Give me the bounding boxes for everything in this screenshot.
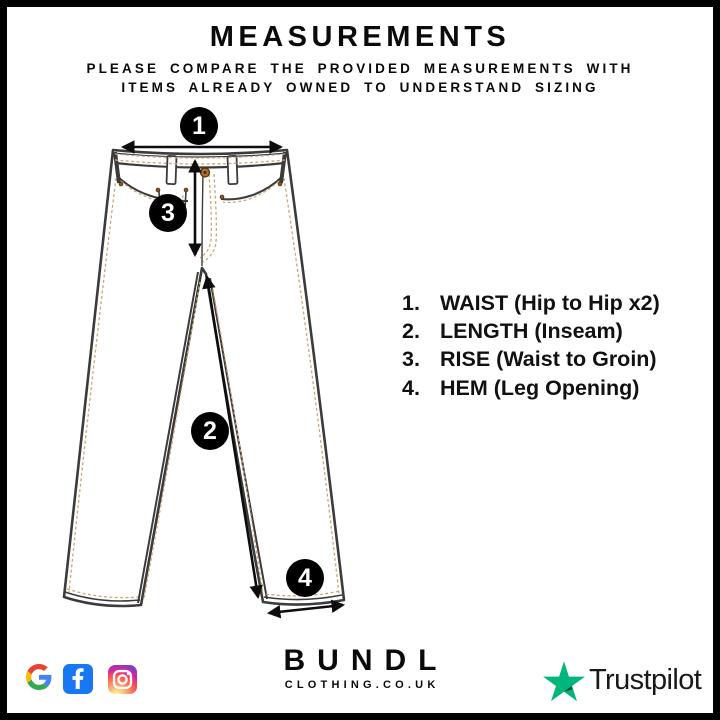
brand-name: BUNDL xyxy=(283,644,449,677)
subtitle-line-2: ITEMS ALREADY OWNED TO UNDERSTAND SIZING xyxy=(121,80,599,95)
legend xyxy=(402,289,660,403)
trustpilot-logo xyxy=(543,659,701,702)
legend-number: 1. xyxy=(402,290,420,315)
jeans-outline xyxy=(64,150,344,606)
page-title: MEASUREMENTS xyxy=(209,21,511,53)
legend-item xyxy=(402,346,660,374)
hem-arrow xyxy=(269,605,343,613)
trustpilot-star-icon xyxy=(543,661,585,702)
measurement-badge-1: 1 xyxy=(180,107,218,145)
legend-label: WAIST (Hip to Hip x2) xyxy=(440,290,660,315)
legend-number: 2. xyxy=(402,319,420,344)
measurement-badge-3: 3 xyxy=(149,194,187,232)
measurement-badge-2: 2 xyxy=(191,412,229,450)
legend-item xyxy=(402,289,660,317)
legend-number: 4. xyxy=(402,375,420,400)
legend-number: 3. xyxy=(402,347,420,372)
measurement-badge-4: 4 xyxy=(286,559,324,597)
legend-label: LENGTH (Inseam) xyxy=(440,319,623,344)
legend-label: RISE (Waist to Groin) xyxy=(440,347,657,372)
subtitle-line-1: PLEASE COMPARE THE PROVIDED MEASUREMENTS WITH xyxy=(86,61,634,76)
legend-item xyxy=(402,317,660,345)
legend-label: HEM (Leg Opening) xyxy=(440,375,640,400)
trustpilot-label: Trustpilot xyxy=(589,664,702,696)
brand-tagline: CLOTHING.CO.UK xyxy=(284,679,440,691)
legend-item xyxy=(402,374,660,402)
